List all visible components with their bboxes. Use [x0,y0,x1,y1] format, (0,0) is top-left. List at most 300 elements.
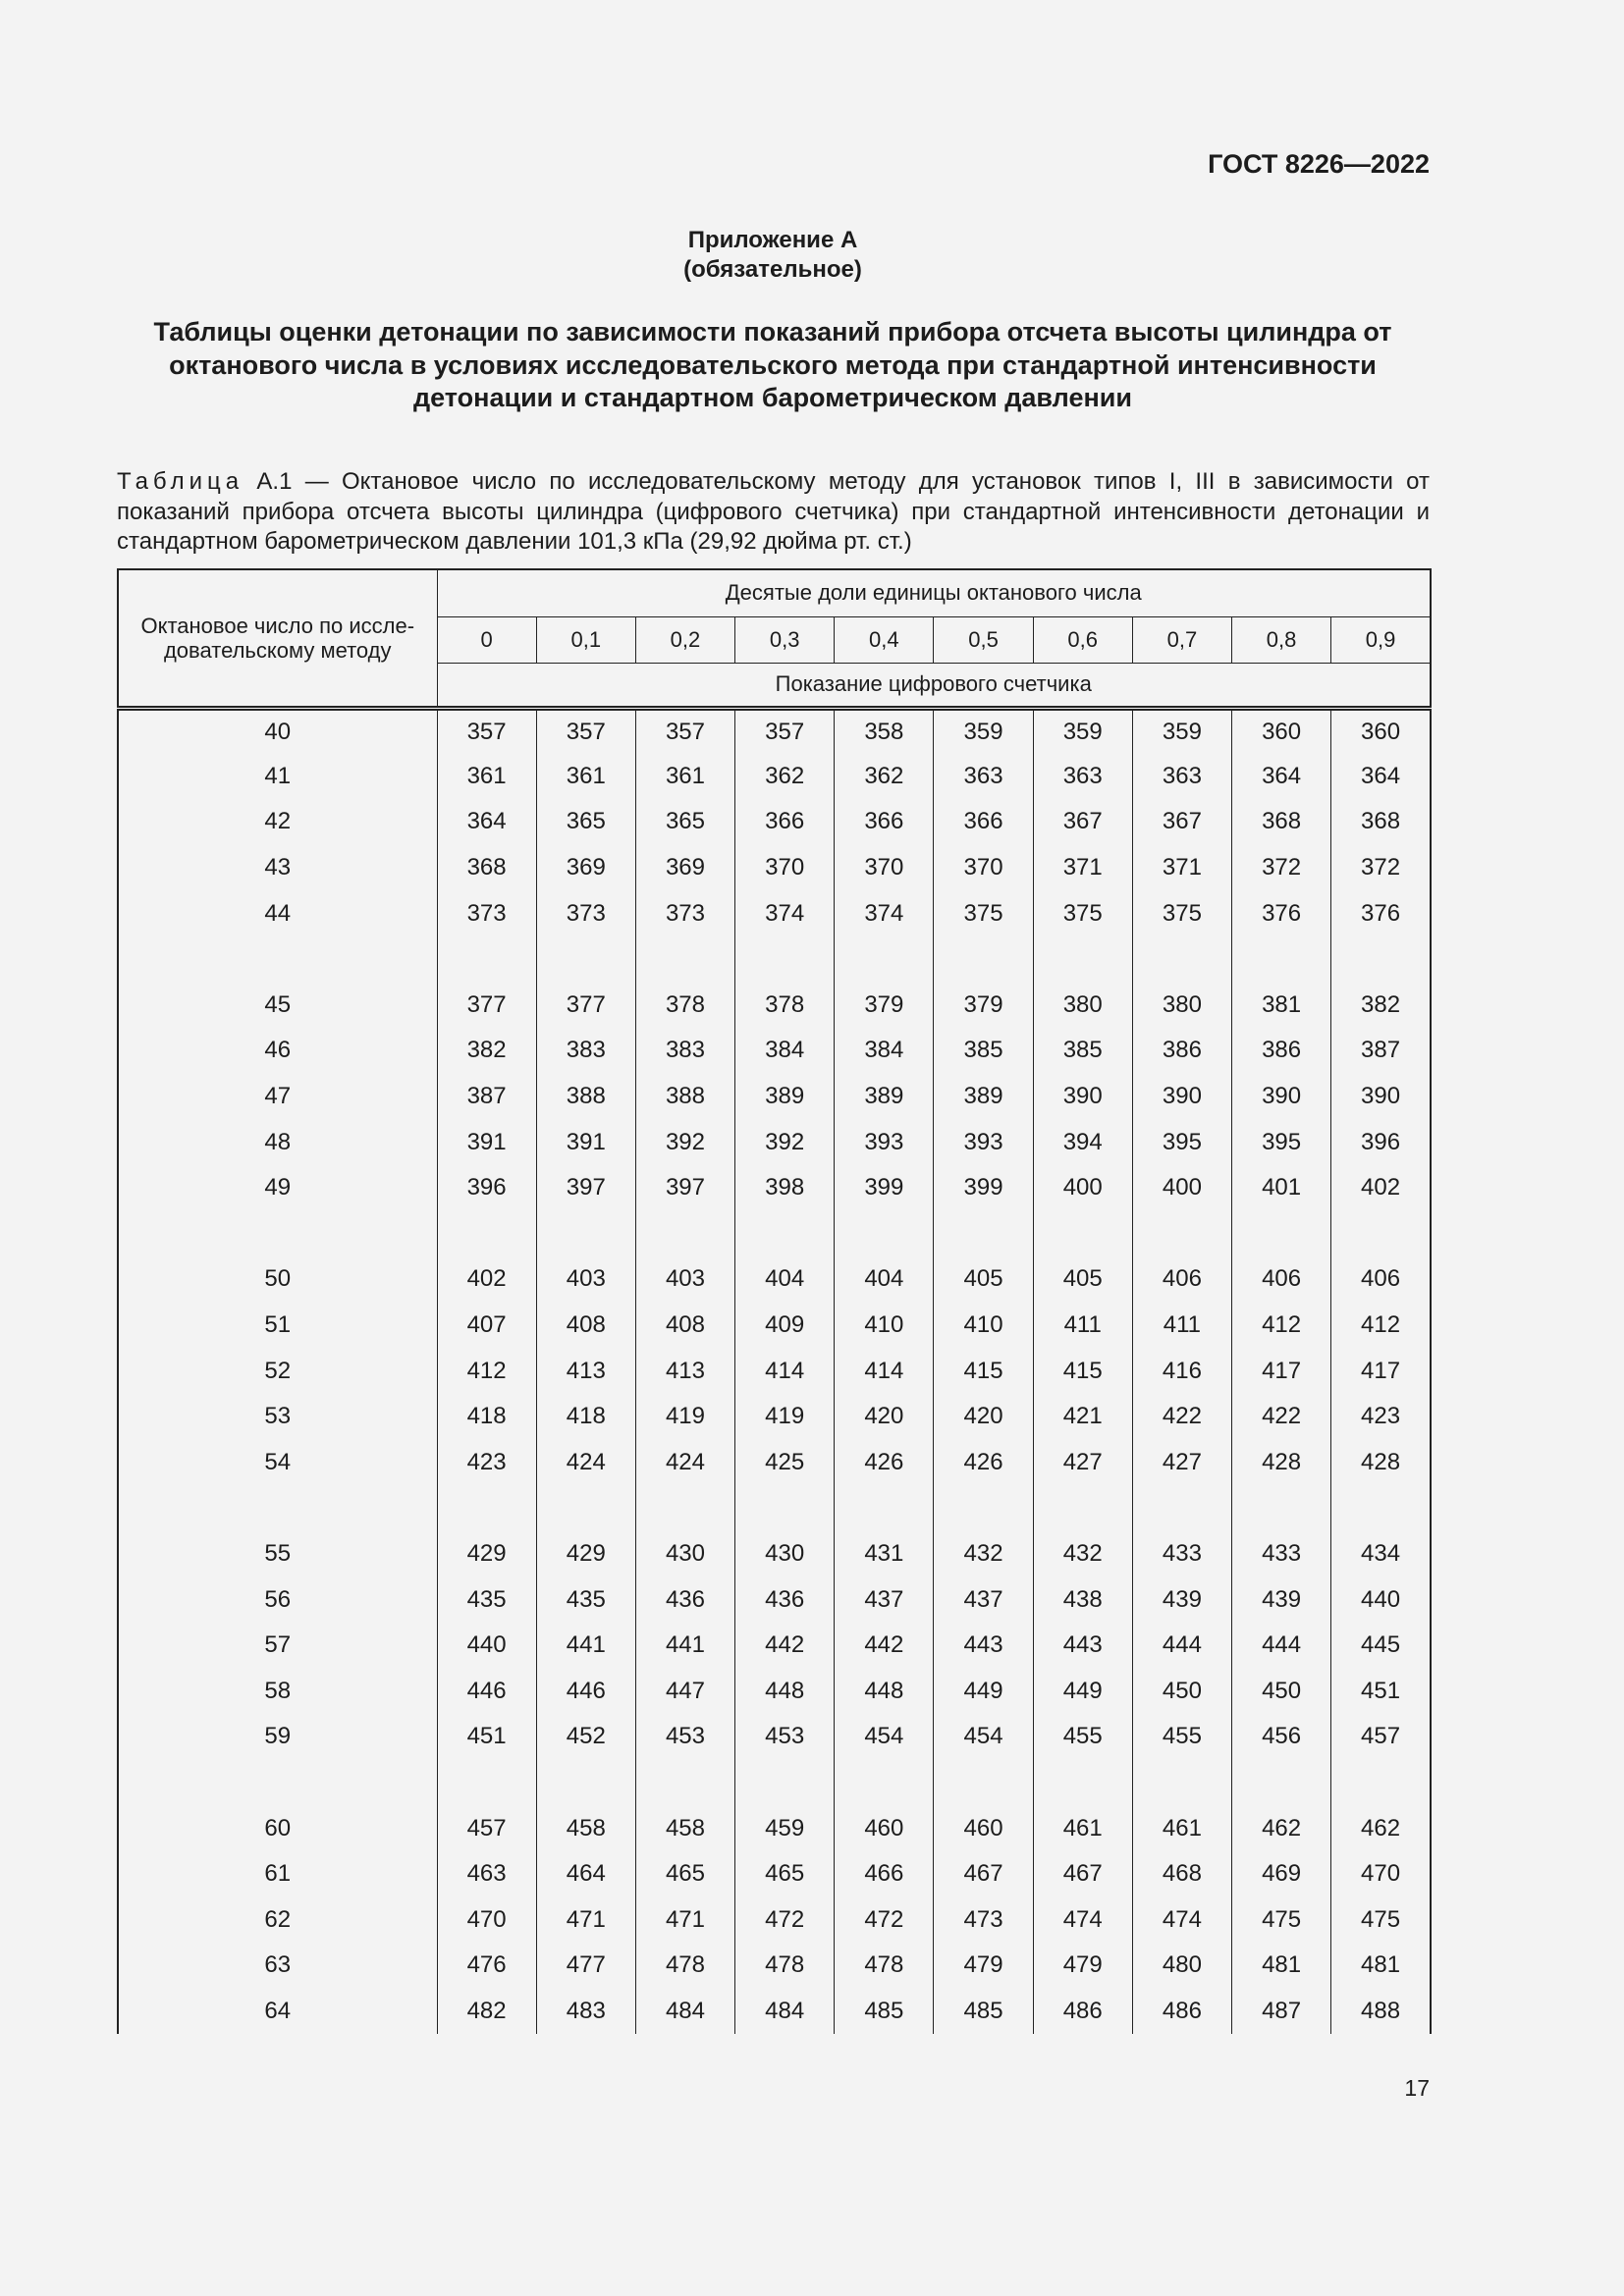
column-header: 0,9 [1331,616,1431,663]
reading-cell: 463 [437,1851,536,1897]
reading-cell: 413 [635,1348,734,1394]
reading-cell: 427 [1132,1440,1231,1486]
reading-cell: 359 [1132,708,1231,754]
reading-cell: 425 [735,1440,835,1486]
spacer-cell [1132,1211,1231,1257]
spacer-cell [437,936,536,983]
table-row [118,1531,1431,1577]
spacer-cell [1331,1211,1431,1257]
document-number: ГОСТ 8226—2022 [1208,149,1430,179]
reading-cell: 432 [934,1531,1033,1577]
group-spacer-row [118,1760,1431,1806]
reading-cell: 389 [735,1074,835,1120]
octane-number-cell: 61 [118,1851,437,1897]
reading-cell: 452 [536,1714,635,1760]
reading-cell: 427 [1033,1440,1132,1486]
reading-cell: 426 [934,1440,1033,1486]
reading-cell: 435 [437,1576,536,1623]
reading-cell: 383 [536,1028,635,1074]
reading-cell: 450 [1232,1668,1331,1714]
spacer-cell [735,1485,835,1531]
spacer-cell [635,936,734,983]
reading-cell: 457 [437,1805,536,1851]
table-row [118,1576,1431,1623]
reading-cell: 457 [1331,1714,1431,1760]
reading-cell: 399 [835,1165,934,1211]
reading-cell: 436 [735,1576,835,1623]
spacer-cell [835,936,934,983]
reading-cell: 404 [835,1256,934,1303]
reading-cell: 358 [835,708,934,754]
group-spacer-row [118,1485,1431,1531]
reading-cell: 454 [835,1714,934,1760]
reading-cell: 462 [1232,1805,1331,1851]
spacer-cell [1033,1760,1132,1806]
reading-cell: 484 [735,1989,835,2035]
spacer-cell [1132,1760,1231,1806]
reading-cell: 365 [536,799,635,845]
reading-cell: 420 [934,1394,1033,1440]
reading-cell: 449 [934,1668,1033,1714]
octane-number-cell: 52 [118,1348,437,1394]
reading-cell: 360 [1331,708,1431,754]
reading-cell: 460 [835,1805,934,1851]
reading-cell: 390 [1132,1074,1231,1120]
reading-cell: 410 [934,1303,1033,1349]
row-header-line: довательскому методу [163,637,392,663]
reading-cell: 443 [1033,1623,1132,1669]
table-row [118,1623,1431,1669]
reading-cell: 378 [635,983,734,1029]
reading-cell: 431 [835,1531,934,1577]
octane-number-cell: 62 [118,1896,437,1943]
spacer-cell [1331,1760,1431,1806]
spacer-cell [536,1760,635,1806]
reading-cell: 362 [835,754,934,800]
reading-cell: 488 [1331,1989,1431,2035]
reading-cell: 474 [1033,1896,1132,1943]
table-row [118,1348,1431,1394]
reading-cell: 406 [1331,1256,1431,1303]
octane-number-cell: 63 [118,1943,437,1989]
reading-cell: 429 [536,1531,635,1577]
reading-cell: 438 [1033,1576,1132,1623]
reading-cell: 417 [1331,1348,1431,1394]
reading-cell: 444 [1232,1623,1331,1669]
reading-cell: 448 [835,1668,934,1714]
reading-cell: 479 [1033,1943,1132,1989]
spacer-cell [835,1485,934,1531]
reading-cell: 467 [1033,1851,1132,1897]
table-row [118,1119,1431,1165]
octane-number-cell: 49 [118,1165,437,1211]
reading-cell: 382 [437,1028,536,1074]
reading-cell: 440 [437,1623,536,1669]
reading-cell: 423 [1331,1394,1431,1440]
column-header: 0,8 [1232,616,1331,663]
spacer-cell [635,1485,734,1531]
caption-label: Таблица [117,468,244,495]
reading-cell: 479 [934,1943,1033,1989]
spacer-cell [735,1211,835,1257]
reading-cell: 357 [635,708,734,754]
reading-cell: 390 [1033,1074,1132,1120]
reading-cell: 411 [1132,1303,1231,1349]
reading-cell: 406 [1132,1256,1231,1303]
spacer-cell [635,1211,734,1257]
reading-cell: 471 [635,1896,734,1943]
reading-cell: 474 [1132,1896,1231,1943]
reading-cell: 419 [735,1394,835,1440]
reading-cell: 455 [1033,1714,1132,1760]
reading-cell: 383 [635,1028,734,1074]
group-spacer-row [118,936,1431,983]
reading-cell: 370 [835,845,934,891]
reading-cell: 451 [1331,1668,1431,1714]
octane-number-cell: 48 [118,1119,437,1165]
reading-cell: 484 [635,1989,734,2035]
reading-cell: 374 [735,890,835,936]
octane-number-cell: 58 [118,1668,437,1714]
reading-cell: 361 [635,754,734,800]
reading-cell: 363 [1033,754,1132,800]
spacer-cell [118,1760,437,1806]
reading-cell: 429 [437,1531,536,1577]
reading-cell: 394 [1033,1119,1132,1165]
reading-cell: 359 [1033,708,1132,754]
table-row [118,1303,1431,1349]
table-row [118,1714,1431,1760]
reading-cell: 368 [1331,799,1431,845]
reading-cell: 458 [635,1805,734,1851]
reading-cell: 412 [1331,1303,1431,1349]
octane-number-cell: 47 [118,1074,437,1120]
reading-cell: 471 [536,1896,635,1943]
reading-cell: 449 [1033,1668,1132,1714]
reading-cell: 430 [735,1531,835,1577]
reading-cell: 480 [1132,1943,1231,1989]
reading-cell: 440 [1331,1576,1431,1623]
column-header: 0,4 [835,616,934,663]
reading-cell: 400 [1132,1165,1231,1211]
spacer-cell [934,1211,1033,1257]
reading-cell: 455 [1132,1714,1231,1760]
page-number: 17 [1404,2075,1430,2101]
reading-cell: 414 [735,1348,835,1394]
reading-cell: 418 [437,1394,536,1440]
table-row [118,1074,1431,1120]
reading-cell: 453 [735,1714,835,1760]
reading-cell: 432 [1033,1531,1132,1577]
reading-cell: 376 [1232,890,1331,936]
spacer-cell [1033,1211,1132,1257]
reading-cell: 389 [835,1074,934,1120]
reading-cell: 364 [437,799,536,845]
octane-number-cell: 60 [118,1805,437,1851]
reading-cell: 478 [635,1943,734,1989]
appendix-title [36,316,1509,415]
reading-cell: 373 [635,890,734,936]
column-header: 0,6 [1033,616,1132,663]
reading-cell: 375 [1033,890,1132,936]
spacer-cell [835,1760,934,1806]
title-line: октанового числа в условиях исследовательского метода при стандартной интенсивности [169,349,1377,380]
reading-cell: 366 [835,799,934,845]
reading-cell: 403 [536,1256,635,1303]
value-header: Показание цифрового счетчика [437,663,1431,708]
reading-cell: 374 [835,890,934,936]
reading-cell: 370 [735,845,835,891]
reading-cell: 373 [437,890,536,936]
reading-cell: 361 [536,754,635,800]
reading-cell: 392 [735,1119,835,1165]
reading-cell: 376 [1331,890,1431,936]
reading-cell: 407 [437,1303,536,1349]
reading-cell: 477 [536,1943,635,1989]
reading-cell: 411 [1033,1303,1132,1349]
reading-cell: 453 [635,1714,734,1760]
table-row [118,1989,1431,2035]
spacer-cell [735,1760,835,1806]
reading-cell: 387 [1331,1028,1431,1074]
reading-cell: 412 [1232,1303,1331,1349]
spacer-cell [536,1211,635,1257]
reading-cell: 450 [1132,1668,1231,1714]
octane-number-cell: 64 [118,1989,437,2035]
title-line: Таблицы оценки детонации по зависимости показаний прибора отсчета высоты цилиндра от [153,317,1392,347]
spacer-cell [1033,1485,1132,1531]
reading-cell: 461 [1033,1805,1132,1851]
octane-number-cell: 57 [118,1623,437,1669]
reading-cell: 442 [835,1623,934,1669]
reading-cell: 393 [835,1119,934,1165]
reading-cell: 467 [934,1851,1033,1897]
reading-cell: 357 [536,708,635,754]
appendix-status: (обязательное) [683,256,862,283]
reading-cell: 390 [1331,1074,1431,1120]
reading-cell: 469 [1232,1851,1331,1897]
reading-cell: 428 [1232,1440,1331,1486]
reading-cell: 419 [635,1394,734,1440]
reading-cell: 398 [735,1165,835,1211]
reading-cell: 387 [437,1074,536,1120]
reading-cell: 451 [437,1714,536,1760]
table-header [118,569,1431,708]
spacer-cell [437,1485,536,1531]
table-row [118,983,1431,1029]
spacer-cell [536,936,635,983]
reading-cell: 465 [735,1851,835,1897]
spacer-cell [1033,936,1132,983]
reading-cell: 418 [536,1394,635,1440]
reading-cell: 454 [934,1714,1033,1760]
reading-cell: 475 [1331,1896,1431,1943]
table-row [118,1440,1431,1486]
table-row [118,1028,1431,1074]
reading-cell: 382 [1331,983,1431,1029]
reading-cell: 396 [437,1165,536,1211]
reading-cell: 375 [934,890,1033,936]
table-row [118,1668,1431,1714]
reading-cell: 385 [934,1028,1033,1074]
octane-number-cell: 53 [118,1394,437,1440]
reading-cell: 446 [437,1668,536,1714]
reading-cell: 364 [1331,754,1431,800]
reading-cell: 439 [1232,1576,1331,1623]
reading-cell: 379 [835,983,934,1029]
reading-cell: 369 [635,845,734,891]
header-row-group [118,569,1431,616]
reading-cell: 397 [635,1165,734,1211]
reading-cell: 444 [1132,1623,1231,1669]
reading-cell: 485 [934,1989,1033,2035]
spacer-cell [934,1485,1033,1531]
table-row [118,1943,1431,1989]
reading-cell: 384 [735,1028,835,1074]
reading-cell: 430 [635,1531,734,1577]
reading-cell: 428 [1331,1440,1431,1486]
reading-cell: 357 [437,708,536,754]
reading-cell: 380 [1132,983,1231,1029]
spacer-cell [735,936,835,983]
spacer-cell [1232,1211,1331,1257]
table-caption [117,467,1430,558]
reading-cell: 371 [1132,845,1231,891]
reading-cell: 399 [934,1165,1033,1211]
column-header: 0,1 [536,616,635,663]
reading-cell: 391 [536,1119,635,1165]
reading-cell: 366 [735,799,835,845]
reading-cell: 393 [934,1119,1033,1165]
reading-cell: 470 [1331,1851,1431,1897]
reading-cell: 372 [1331,845,1431,891]
reading-cell: 462 [1331,1805,1431,1851]
reading-cell: 371 [1033,845,1132,891]
table-row [118,1896,1431,1943]
reading-cell: 367 [1132,799,1231,845]
reading-cell: 447 [635,1668,734,1714]
reading-cell: 361 [437,754,536,800]
reading-cell: 400 [1033,1165,1132,1211]
reading-cell: 386 [1232,1028,1331,1074]
octane-number-cell: 40 [118,708,437,754]
reading-cell: 395 [1132,1119,1231,1165]
reading-cell: 385 [1033,1028,1132,1074]
spacer-cell [118,1485,437,1531]
reading-cell: 406 [1232,1256,1331,1303]
column-header: 0,3 [735,616,835,663]
reading-cell: 363 [934,754,1033,800]
spacer-cell [934,1760,1033,1806]
appendix-label: Приложение А [687,227,858,253]
reading-cell: 396 [1331,1119,1431,1165]
reading-cell: 485 [835,1989,934,2035]
spacer-cell [635,1760,734,1806]
reading-cell: 401 [1232,1165,1331,1211]
octane-number-cell: 51 [118,1303,437,1349]
reading-cell: 486 [1132,1989,1231,2035]
reading-cell: 392 [635,1119,734,1165]
table-row [118,1165,1431,1211]
reading-cell: 365 [635,799,734,845]
reading-cell: 424 [536,1440,635,1486]
reading-cell: 404 [735,1256,835,1303]
reading-cell: 433 [1132,1531,1231,1577]
table-row [118,708,1431,754]
reading-cell: 359 [934,708,1033,754]
spacer-cell [835,1211,934,1257]
octane-number-cell: 56 [118,1576,437,1623]
spacer-cell [437,1760,536,1806]
reading-cell: 481 [1232,1943,1331,1989]
reading-cell: 456 [1232,1714,1331,1760]
reading-cell: 360 [1232,708,1331,754]
caption-text: А.1 — Октановое число по исследовательскому методу для установок типов I, III в зависимости от [256,468,1430,495]
reading-cell: 481 [1331,1943,1431,1989]
reading-cell: 442 [735,1623,835,1669]
reading-cell: 460 [934,1805,1033,1851]
appendix-heading [36,226,1509,285]
spacer-cell [1331,936,1431,983]
reading-cell: 443 [934,1623,1033,1669]
reading-cell: 403 [635,1256,734,1303]
octane-number-cell: 59 [118,1714,437,1760]
reading-cell: 377 [437,983,536,1029]
caption-line: стандартном барометрическом давлении 101,3 кПа (29,92 дюйма рт. ст.) [117,528,912,555]
reading-cell: 464 [536,1851,635,1897]
reading-cell: 446 [536,1668,635,1714]
reading-cell: 402 [1331,1165,1431,1211]
table-row [118,845,1431,891]
spacer-cell [118,1211,437,1257]
spacer-cell [118,936,437,983]
reading-cell: 434 [1331,1531,1431,1577]
spacer-cell [1132,936,1231,983]
reading-cell: 384 [835,1028,934,1074]
table-row [118,890,1431,936]
table-row [118,1805,1431,1851]
reading-cell: 412 [437,1348,536,1394]
octane-table [117,568,1432,2034]
reading-cell: 415 [934,1348,1033,1394]
table-row [118,799,1431,845]
reading-cell: 370 [934,845,1033,891]
reading-cell: 378 [735,983,835,1029]
reading-cell: 408 [536,1303,635,1349]
column-header: 0,7 [1132,616,1231,663]
reading-cell: 421 [1033,1394,1132,1440]
reading-cell: 367 [1033,799,1132,845]
reading-cell: 389 [934,1074,1033,1120]
reading-cell: 390 [1232,1074,1331,1120]
reading-cell: 375 [1132,890,1231,936]
column-header: 0,5 [934,616,1033,663]
reading-cell: 437 [934,1576,1033,1623]
reading-cell: 391 [437,1119,536,1165]
octane-number-cell: 50 [118,1256,437,1303]
reading-cell: 413 [536,1348,635,1394]
octane-number-cell: 45 [118,983,437,1029]
octane-number-cell: 46 [118,1028,437,1074]
reading-cell: 472 [835,1896,934,1943]
reading-cell: 408 [635,1303,734,1349]
octane-number-cell: 41 [118,754,437,800]
reading-cell: 402 [437,1256,536,1303]
spacer-cell [1232,1485,1331,1531]
spacer-cell [1331,1485,1431,1531]
spacer-cell [437,1211,536,1257]
reading-cell: 478 [835,1943,934,1989]
